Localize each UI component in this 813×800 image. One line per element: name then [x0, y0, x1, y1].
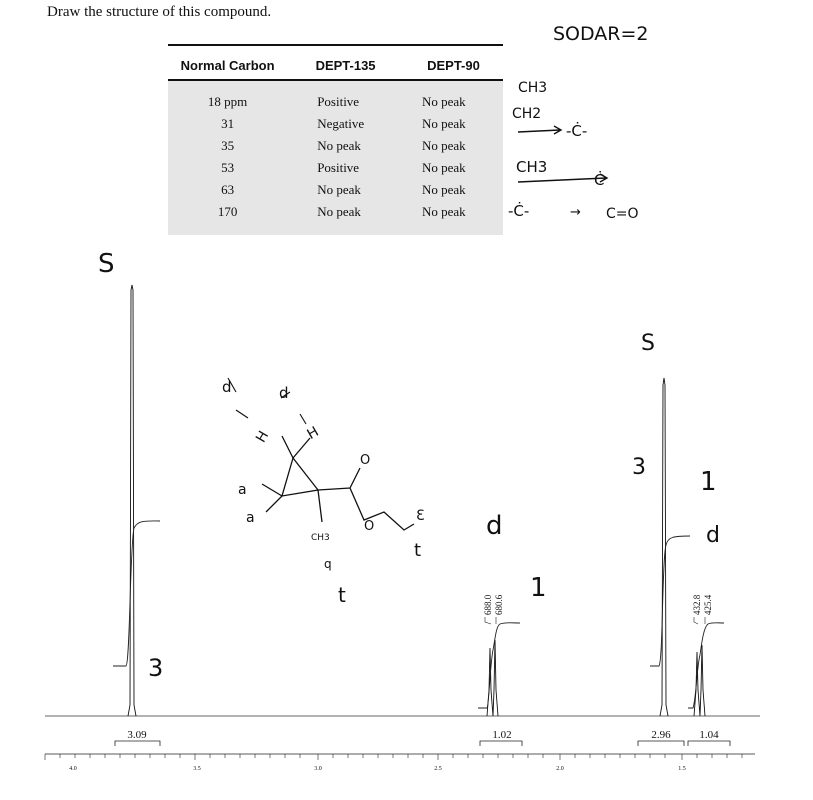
peak-hz-425: 425.4 — [703, 594, 713, 615]
struct-q: q — [324, 557, 332, 571]
header-dept-90: DEPT-90 — [404, 45, 503, 80]
note-ch2: CH2 — [512, 106, 542, 122]
note-s-right: S — [641, 331, 655, 356]
sodar-note: SODAR=2 — [553, 23, 649, 45]
header-normal-carbon: Normal Carbon — [168, 45, 287, 80]
tick-3-5: 3.5 — [193, 766, 201, 772]
struct-d-2: d — [279, 384, 289, 402]
note-1-mid: 1 — [530, 573, 547, 603]
cell-dept135: No peak — [287, 135, 404, 157]
tick-3-0: 3.0 — [314, 766, 322, 772]
note-ch3-mid: CH3 — [516, 158, 548, 176]
peak-singlet-3-8 — [128, 285, 136, 716]
note-d-right: d — [706, 523, 720, 548]
struct-ch3: CH3 — [311, 533, 330, 543]
integ-bracket-1 — [115, 741, 160, 746]
note-co: C=O — [606, 206, 639, 222]
cell-dept135: Positive — [287, 157, 404, 179]
struct-h-2: H — [304, 423, 322, 443]
struct-t-2: t — [414, 540, 422, 561]
arrow-1 — [518, 126, 561, 134]
note-ch-right: Ċ — [594, 171, 605, 189]
x-axis-ticks — [45, 754, 742, 760]
cell-dept135: No peak — [287, 179, 404, 201]
tick-2-0: 2.0 — [556, 766, 564, 772]
cell-dept135: Positive — [287, 80, 404, 113]
integral-curve-4 — [688, 623, 724, 708]
cell-dept90: No peak — [404, 157, 503, 179]
integ-bracket-2 — [480, 741, 522, 746]
cell-shift: 18 ppm — [168, 80, 287, 113]
integral-curve-1 — [113, 521, 160, 666]
integ-value-3: 2.96 — [651, 729, 671, 741]
integ-value-4: 1.04 — [699, 729, 719, 741]
cell-dept135: No peak — [287, 201, 404, 235]
cell-dept135: Negative — [287, 113, 404, 135]
struct-hook: Ɛ — [416, 508, 425, 524]
cell-shift: 63 — [168, 179, 287, 201]
integ-bracket-4 — [688, 741, 730, 746]
ring-methyl-bonds — [262, 484, 282, 512]
integral-curve-2 — [478, 623, 520, 708]
tick-4-0: 4.0 — [69, 766, 77, 772]
structure-sketch — [222, 378, 425, 607]
tick-2-5: 2.5 — [434, 766, 442, 772]
cell-shift: 35 — [168, 135, 287, 157]
struct-o-ester: O — [364, 519, 375, 534]
note-quat-c: -Ċ- — [566, 122, 588, 140]
peak-hz-680: 680.6 — [494, 594, 504, 615]
struct-a-2: a — [246, 510, 255, 526]
cell-shift: 53 — [168, 157, 287, 179]
cell-dept90: No peak — [404, 201, 503, 235]
note-carbonyl-c: -Ċ- — [508, 202, 530, 220]
cell-dept90: No peak — [404, 80, 503, 113]
cell-dept90: No peak — [404, 135, 503, 157]
note-1-right: 1 — [700, 467, 717, 497]
ring-h-bonds — [282, 436, 310, 458]
header-dept-135: DEPT-135 — [287, 45, 404, 80]
peak-singlet-1-6 — [660, 378, 668, 716]
peak-hz-432: 432.8 — [692, 594, 702, 615]
arrow-strokes — [228, 378, 306, 424]
note-s-left: S — [98, 249, 115, 279]
note-3-left: 3 — [148, 654, 164, 682]
note-d-mid: d — [486, 511, 503, 541]
integ-value-2: 1.02 — [492, 729, 512, 741]
struct-d-1: d — [222, 378, 232, 396]
cell-shift: 170 — [168, 201, 287, 235]
tick-1-5: 1.5 — [678, 766, 686, 772]
integ-value-1: 3.09 — [127, 729, 147, 741]
peak-hz-688: 688.0 — [483, 594, 493, 615]
cell-dept90: No peak — [404, 179, 503, 201]
struct-o-carbonyl: O — [360, 453, 371, 468]
question-prompt: Draw the structure of this compound. — [47, 4, 272, 20]
cell-shift: 31 — [168, 113, 287, 135]
peak-leader-mid — [485, 617, 496, 624]
cyclopropane-ring — [282, 458, 318, 496]
note-3-right: 3 — [632, 455, 646, 480]
note-arrow: → — [570, 205, 581, 220]
cell-dept90: No peak — [404, 113, 503, 135]
struct-h-1: H — [253, 428, 273, 446]
integral-curve-3 — [650, 536, 690, 666]
note-ch3-top: CH3 — [518, 80, 548, 96]
integ-bracket-3 — [638, 741, 684, 746]
struct-a-1: a — [238, 482, 247, 498]
struct-t-1: t — [338, 583, 346, 607]
peak-leader-right — [694, 617, 705, 624]
